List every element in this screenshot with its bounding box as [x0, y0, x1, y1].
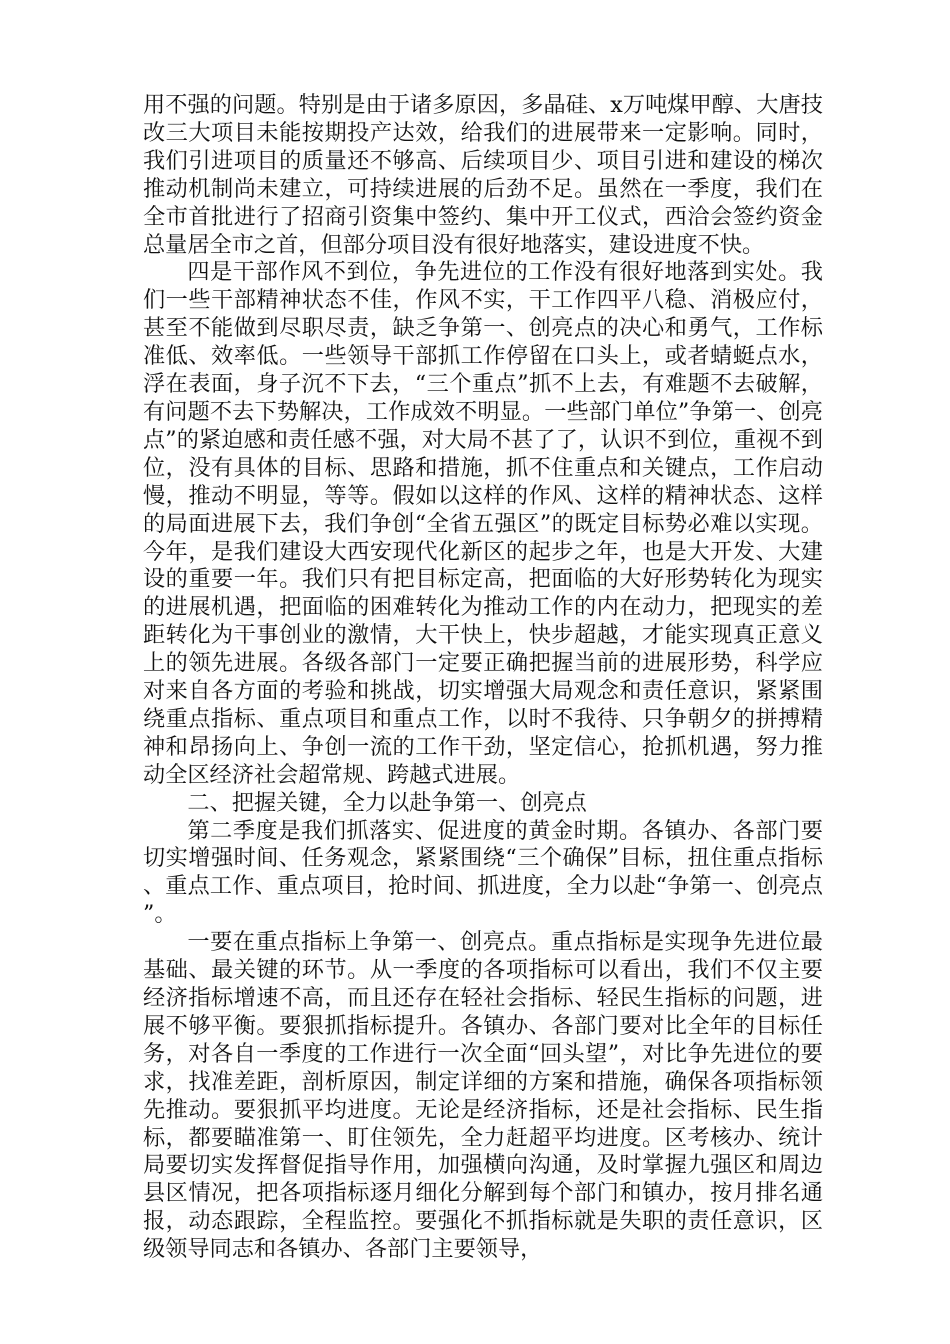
paragraph-3: 第二季度是我们抓落实、促进度的黄金时期。各镇办、各部门要切实增强时间、任务观念，紧紧围绕“三个确保”目标，扭住重点指标、重点工作、重点项目，抢时间、抓进度，全力以赴“争第一、创亮点”。: [143, 817, 823, 928]
section-heading: 二、把握关键，全力以赴争第一、创亮点: [187, 789, 587, 816]
paragraph-4: 一要在重点指标上争第一、创亮点。重点指标是实现争先进位最基础、最关键的环节。从一季度的各项指标可以看出，我们不仅主要经济指标增速不高，而且还存在轻社会指标、轻民生指标的问题，进展不够平衡。要狠抓指标提升。各镇办、各部门要对比全年的目标任务，对各自一季度的工作进行一次全面“回头望”，对比争先进位的要求，找准差距，剖析原因，制定详细的方案和措施，确保各项指标领先推动。要狠抓平均进度。无论是经济指标，还是社会指标、民生指标，都要瞄准第一、盯住领先，全力赶超平均进度。区考核办、统计局要切实发挥督促指导作用，加强横向沟通，及时掌握九强区和周边县区情况，把各项指标逐月细化分解到每个部门和镇办，按月排名通报，动态跟踪，全程监控。要强化不抓指标就是失职的责任意识，区级领导同志和各镇办、各部门主要领导，: [143, 929, 823, 1263]
paragraph-2: 四是干部作风不到位，争先进位的工作没有很好地落到实处。我们一些干部精神状态不佳，作风不实，干工作四平八稳、消极应付，甚至不能做到尽职尽责，缺乏争第一、创亮点的决心和勇气，工作标准低、效率低。一些领导干部抓工作停留在口头上，或者蜻蜓点水，浮在表面，身子沉不下去，“三个重点”抓不上去，有难题不去破解，有问题不去下势解决，工作成效不明显。一些部门单位”争第一、创亮点”的紧迫感和责任感不强，对大局不甚了了，认识不到位，重视不到位，没有具体的目标、思路和措施，抓不住重点和关键点，工作启动慢，推动不明显，等等。假如以这样的作风、这样的精神状态、这样的局面进展下去，我们争创“全省五强区”的既定目标势必难以实现。今年，是我们建设大西安现代化新区的起步之年，也是大开发、大建设的重要一年。我们只有把目标定高，把面临的大好形势转化为现实的进展机遇，把面临的困难转化为推动工作的内在动力，把现实的差距转化为干事创业的激情，大干快上，快步超越，才能实现真正意义上的领先进展。各级各部门一定要正确把握当前的进展形势，科学应对来自各方面的考验和挑战，切实增强大局观念和责任意识，紧紧围绕重点指标、重点项目和重点工作，以时不我待、只争朝夕的拼搏精神和昂扬向上、争创一流的工作干劲，坚定信心，抢抓机遇，努力推动全区经济社会超常规、跨越式进展。: [143, 259, 823, 788]
document-body: [143, 92, 823, 1264]
paragraph-1: 用不强的问题。特别是由于诸多原因，多晶硅、x万吨煤甲醇、大唐技改三大项目未能按期投产达效，给我们的进展带来一定影响。同时，我们引进项目的质量还不够高、后续项目少、项目引进和建设的梯次推动机制尚未建立，可持续进展的后劲不足。虽然在一季度，我们在全市首批进行了招商引资集中签约、集中开工仪式，西洽会签约资金总量居全市之首，但部分项目没有很好地落实，建设进度不快。: [143, 92, 823, 258]
